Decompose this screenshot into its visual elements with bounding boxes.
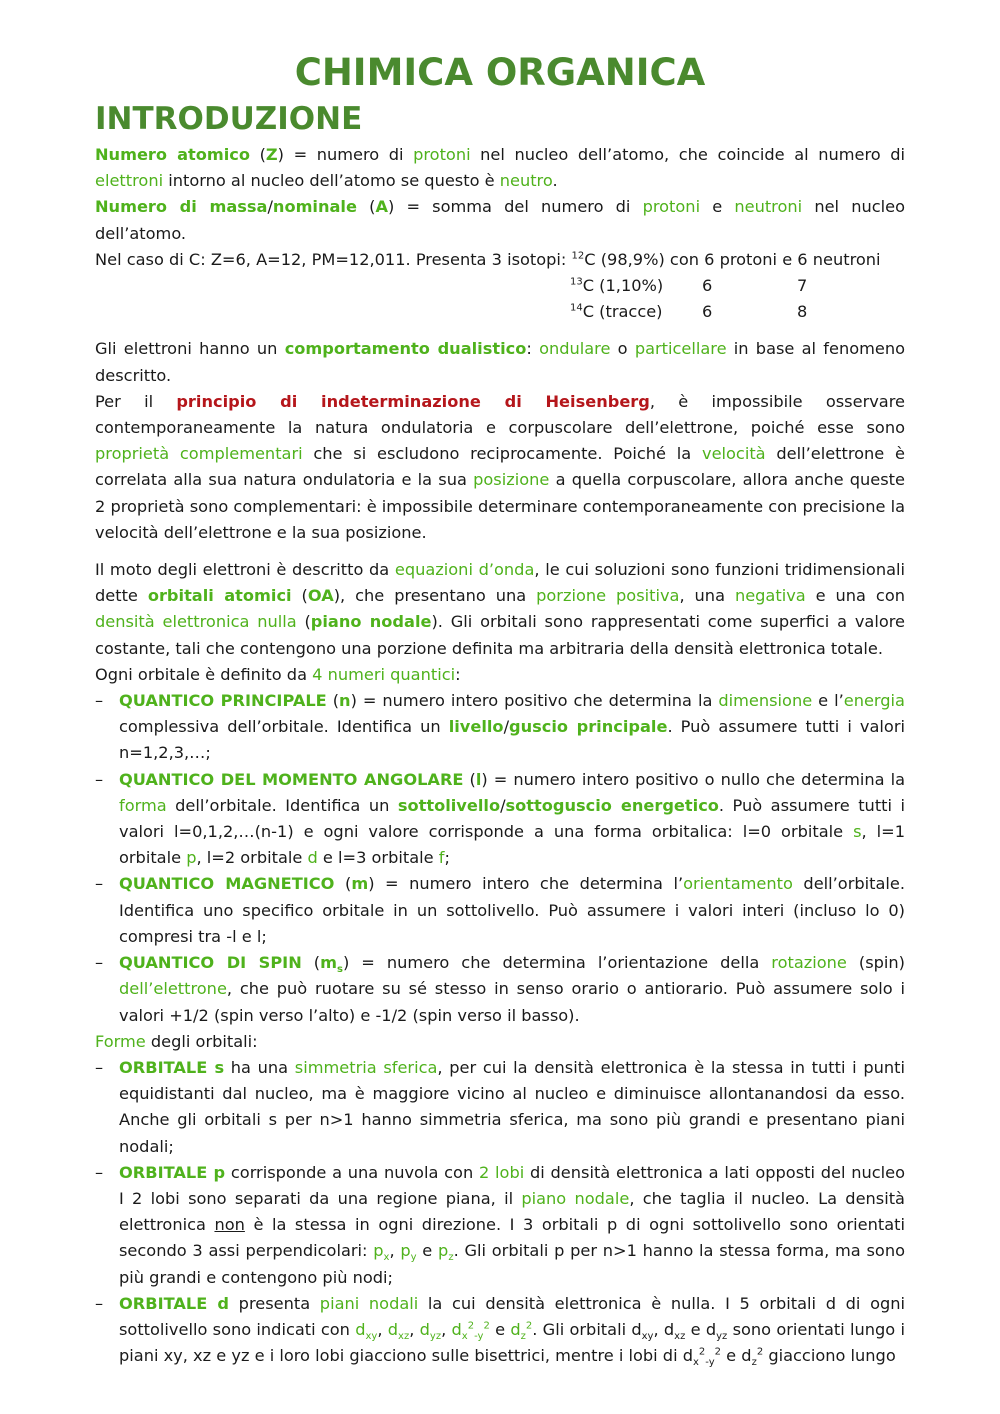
isotope-c14 [570, 299, 702, 325]
list-item-orbital-d [95, 1291, 905, 1370]
text: e una con [805, 586, 905, 606]
subscript: s [336, 964, 343, 976]
highlight: simmetria sferica [294, 1057, 438, 1077]
text: a quella corpuscolare, allora anche queste 2 proprietà sono complementari: è impossibile determinare contemporaneamente con precisione la velocità dell’elettrone e la sua posizione. [95, 470, 905, 542]
superscript: 2 [467, 1320, 475, 1332]
highlight: f [438, 848, 445, 868]
text: , l=1 orbitale [119, 822, 906, 868]
proton-count: 6 [702, 302, 713, 322]
term: n [339, 691, 351, 711]
term: livello [448, 717, 504, 737]
orbital-px: p [373, 1241, 384, 1261]
text: ( [296, 612, 311, 632]
highlight: protoni [642, 197, 701, 217]
text: corrisponde a una nuvola con [225, 1162, 479, 1182]
term: QUANTICO DEL MOMENTO ANGOLARE [119, 769, 464, 789]
text: , per cui la densità elettronica è la stessa in tutti i punti equidistanti dal nucleo, ma è maggiore vicino al nucleo e diminuisce allontanandosi da esso. Anche gli orbitali s per n>1 hanno simmetria sferica, ma sono più grandi e presentano piani nodali; [119, 1057, 905, 1156]
paragraph-quantum-intro [95, 662, 905, 688]
text: ( [291, 586, 308, 606]
isotope-label: C (1,10%) [582, 276, 664, 296]
text: , l=2 orbitale [196, 848, 308, 868]
term: OA [307, 586, 334, 606]
text: , una [679, 586, 735, 606]
term: Z [265, 145, 278, 164]
highlight: 4 numeri quantici [312, 664, 456, 684]
text: , è impossibile osservare contemporaneamente la natura ondulatoria e corpuscolare dell’elettrone, poiché esse sono [95, 391, 905, 438]
subscript: z [448, 1252, 454, 1264]
term: QUANTICO MAGNETICO [119, 874, 335, 894]
text: , [441, 1319, 452, 1339]
text: / [503, 717, 510, 737]
text: : [455, 664, 461, 684]
text: , d [653, 1319, 675, 1339]
text: che si escludono reciprocamente. Poiché la [302, 444, 702, 464]
text: / [267, 197, 273, 217]
text: e [700, 197, 735, 217]
list-item-magnetic [95, 871, 905, 950]
highlight: d [307, 848, 318, 868]
text: / [500, 795, 506, 815]
text: giacciono lungo [763, 1346, 896, 1366]
superscript: 2 [714, 1346, 722, 1358]
text: ), che presentano una [333, 586, 537, 606]
highlight: orientamento [683, 874, 793, 894]
text: ( [356, 197, 376, 217]
text: ) = numero intero che determina l’ [368, 874, 684, 894]
term: piano nodale [310, 612, 432, 632]
text: : [526, 339, 540, 359]
superscript: 2 [525, 1320, 533, 1332]
text: , [377, 1319, 388, 1339]
orbital-py: p [400, 1241, 411, 1261]
subscript: xz [674, 1331, 686, 1343]
highlight: Forme [95, 1031, 146, 1051]
quantum-numbers-list [95, 688, 905, 1029]
paragraph-mass-number [95, 194, 905, 246]
text: e [489, 1319, 511, 1339]
isotopes-intro: Nel caso di C: Z=6, A=12, PM=12,011. Presenta 3 isotopi: [95, 249, 572, 269]
document-title: CHIMICA ORGANICA [294, 51, 706, 94]
text: ( [334, 874, 352, 894]
orbital-dz2: d [510, 1319, 521, 1339]
term: A [375, 197, 388, 217]
orbital-pz: p [438, 1241, 449, 1261]
highlight: ondulare [539, 339, 611, 359]
text: e d [721, 1346, 752, 1366]
text: , [389, 1241, 401, 1261]
term: ORBITALE d [119, 1293, 230, 1313]
mass-number: 14 [570, 302, 583, 314]
highlight: neutroni [734, 197, 803, 217]
term: nominale [272, 197, 357, 217]
text: complessiva dell’orbitale. Identifica un [119, 717, 449, 737]
text: . Può assumere tutti i valori n=1,2,3,…; [119, 717, 905, 763]
orbital-dxy: d [355, 1319, 366, 1339]
text: ( [326, 691, 340, 711]
term: l [475, 769, 482, 789]
text: ) = numero di [277, 145, 414, 164]
text: è la stessa in ogni direzione. I 3 orbitali p di ogni sottolivello sono orientati secondo 3 assi perpendicolari: [119, 1215, 905, 1261]
term: Numero di massa [95, 197, 268, 217]
isotopes-block [95, 247, 905, 326]
highlight: proprietà complementari [95, 444, 303, 464]
orbital-shapes-list [95, 1055, 905, 1369]
text: Gli elettroni hanno un [95, 339, 285, 359]
term: m [351, 874, 369, 894]
isotope-row [95, 247, 905, 273]
highlight: particellare [634, 339, 727, 359]
text: di densità elettronica a lati opposti del nucleo I 2 lobi sono separati da una regione piana, il [119, 1162, 906, 1208]
text: dell’orbitale. Identifica un [166, 795, 398, 815]
section-heading: INTRODUZIONE [95, 101, 363, 137]
orbital-dyz: d [419, 1319, 430, 1339]
text: . Gli orbitali p per n>1 hanno la stessa forma, ma sono più grandi e contengono più nodi; [119, 1241, 905, 1287]
isotope-c12 [572, 247, 881, 273]
term: QUANTICO DI SPIN [119, 953, 302, 973]
text: nel nucleo dell’atomo. [95, 197, 905, 243]
term: comportamento dualistico [284, 339, 527, 359]
isotope-c13 [570, 273, 702, 299]
highlight: 2 lobi [478, 1162, 525, 1182]
highlight: neutro [499, 171, 553, 191]
proton-count: 6 [702, 276, 713, 296]
term: QUANTICO PRINCIPALE [119, 691, 327, 711]
text: ha una [224, 1057, 295, 1077]
highlight: piano nodale [521, 1188, 630, 1208]
text: o [610, 339, 635, 359]
highlight: dell’elettrone [119, 979, 227, 999]
superscript: 2 [698, 1346, 706, 1358]
text: e l’ [812, 691, 844, 711]
text: in base al fenomeno descritto. [95, 339, 905, 385]
text: Ogni orbitale è definito da [95, 664, 313, 684]
paragraph-orbital-shapes [95, 1029, 905, 1055]
term: Numero atomico [95, 145, 251, 164]
orbital-dxz: d [387, 1319, 399, 1339]
subscript: -y [474, 1331, 484, 1343]
text: e [416, 1241, 439, 1261]
term: ORBITALE p [119, 1162, 226, 1182]
highlight: s [853, 822, 862, 842]
neutron-count: 8 [797, 302, 808, 322]
isotope-label: C (98,9%) con 6 protoni e 6 neutroni [584, 249, 881, 269]
highlight: p [186, 848, 197, 868]
highlight: piani nodali [319, 1293, 419, 1313]
term: sottolivello [397, 795, 501, 815]
mass-number: 12 [571, 250, 585, 262]
text: , che taglia il nucleo. La densità elettronica [119, 1188, 905, 1235]
subscript: -y [705, 1357, 715, 1369]
text: presenta [229, 1293, 320, 1313]
text: dell’orbitale. Identifica uno specifico orbitale in un sottolivello. Può assumere i valori interi (incluso lo 0) compresi tra -l e l; [119, 874, 905, 946]
key-term: principio di indeterminazione di Heisenberg [176, 391, 650, 411]
subscript: yz [716, 1331, 728, 1343]
text: , [409, 1319, 420, 1339]
highlight: equazioni d’onda [394, 560, 535, 580]
text: ). Gli orbitali sono rappresentati come superfici a valore costante, tali che contengono una porzione definita ma arbitraria della densità elettronica totale. [95, 612, 905, 658]
subscript: xy [641, 1331, 654, 1343]
highlight: elettroni [95, 171, 164, 191]
paragraph-orbitals [95, 557, 905, 662]
superscript: 2 [483, 1320, 490, 1332]
paragraph-atomic-number [95, 142, 905, 194]
isotope-row [95, 273, 905, 299]
highlight: protoni [413, 145, 471, 164]
highlight: posizione [473, 470, 550, 490]
highlight: densità elettronica nulla [95, 612, 297, 632]
term: m [320, 953, 337, 973]
subscript: x [461, 1331, 468, 1343]
list-item-orbital-s [95, 1055, 905, 1160]
term: orbitali atomici [147, 586, 292, 606]
text: ) = numero intero positivo che determina la [350, 691, 719, 711]
text: ( [250, 145, 266, 164]
text: ) = somma del numero di [387, 197, 643, 217]
text: ( [301, 953, 321, 973]
highlight: velocità [701, 444, 766, 464]
text: e l=3 orbitale [317, 848, 439, 868]
text: . Può assumere tutti i valori l=0,1,2,…(n-1) e ogni valore corrisponde a una forma orbitalica: l=0 orbitale [119, 795, 905, 842]
list-item-orbital-p [95, 1160, 905, 1291]
list-item-angular [95, 767, 905, 872]
isotope-label: C (tracce) [582, 302, 663, 322]
text: ( [463, 769, 476, 789]
list-item-principal [95, 688, 905, 767]
highlight: dimensione [718, 691, 813, 711]
text: ) = numero che determina l’orientazione della [342, 953, 772, 973]
list-item-spin [95, 950, 905, 1029]
subscript: y [410, 1252, 417, 1264]
subscript: xy [365, 1331, 378, 1343]
text: Il moto degli elettroni è descritto da [95, 560, 395, 580]
underlined-word: non [214, 1215, 245, 1235]
highlight: rotazione [771, 953, 847, 973]
highlight: porzione positiva [536, 586, 680, 606]
subscript: z [520, 1331, 526, 1343]
orbital-dx2y2: d [451, 1319, 462, 1339]
paragraph-dualism [95, 336, 905, 388]
subscript: z [751, 1357, 757, 1369]
neutron-count: 7 [797, 276, 808, 296]
subscript: x [383, 1252, 390, 1264]
text: la cui densità elettronica è nulla. I 5 orbitali d di ogni sottolivello sono indicati con [119, 1293, 906, 1339]
isotope-row [95, 299, 905, 325]
paragraph-heisenberg [95, 389, 905, 546]
term: ORBITALE s [119, 1057, 225, 1077]
text: ) = numero intero positivo o nullo che determina la [481, 769, 905, 789]
text: . Gli orbitali d [532, 1319, 642, 1339]
highlight: forma [119, 795, 167, 815]
mass-number: 13 [570, 276, 583, 288]
text: ; [444, 848, 450, 868]
text: Per il [95, 391, 177, 411]
term: guscio principale [509, 717, 668, 737]
text: . [552, 171, 558, 191]
subscript: x [693, 1357, 699, 1369]
highlight: energia [843, 691, 905, 711]
text: , che può ruotare su sé stesso in senso orario o antiorario. Può assumere solo i valori +1/2 (spin verso l’alto) e -1/2 (spin verso il basso). [119, 979, 905, 1025]
text: nel nucleo dell’atomo, che coincide al numero di [470, 145, 906, 164]
text: , le cui soluzioni sono funzioni tridimensionali dette [95, 560, 906, 606]
text: intorno al nucleo dell’atomo se questo è [163, 171, 500, 191]
text: degli orbitali: [145, 1031, 258, 1051]
text: e d [685, 1319, 717, 1339]
subscript: yz [429, 1331, 442, 1343]
subscript: xz [398, 1331, 410, 1343]
text: (spin) [846, 953, 906, 973]
term: sottoguscio energetico [505, 795, 719, 815]
superscript: 2 [756, 1346, 764, 1358]
text: dell’elettrone è correlata alla sua natura ondulatoria e la sua [95, 444, 905, 490]
highlight: negativa [734, 586, 806, 606]
text: sono orientati lungo i piani xy, xz e yz e i loro lobi giacciono sulle bisettrici, mentre i lobi di d [119, 1319, 905, 1366]
